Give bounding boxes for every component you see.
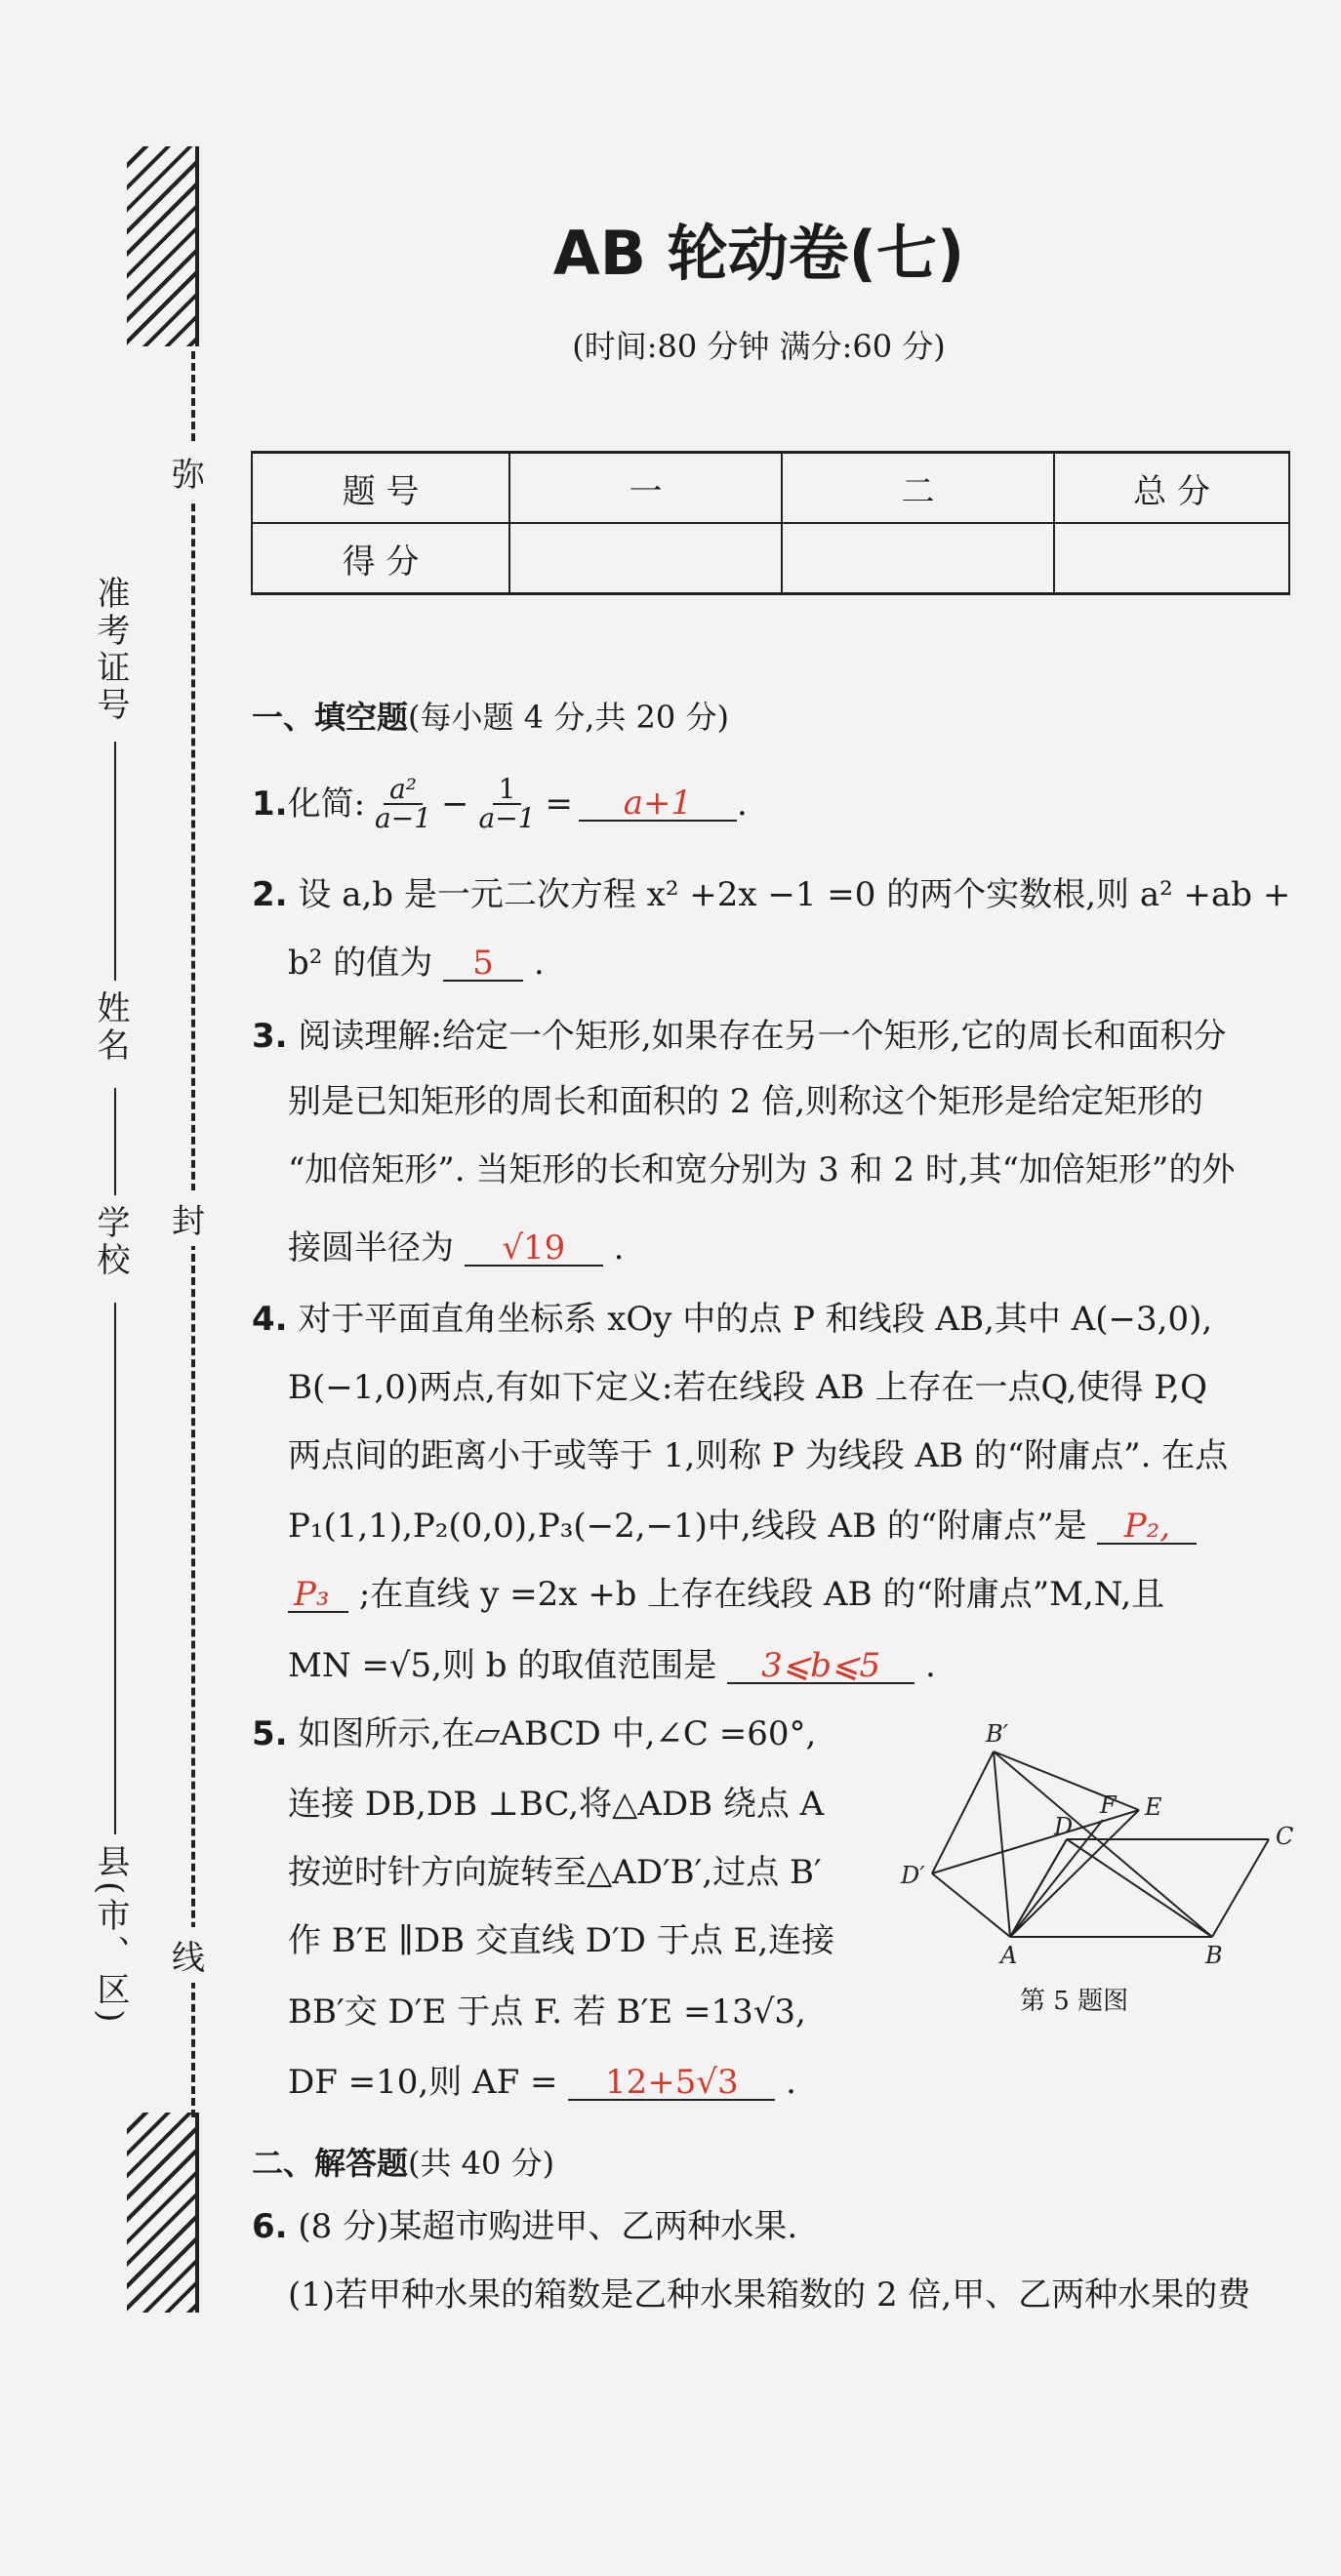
- question-4-line-5: [288, 1575, 1165, 1614]
- seal-char-mi: 弥: [172, 444, 205, 500]
- question-text: DF =10,则 AF =: [288, 2063, 558, 2102]
- question-4-line-3: 两点间的距离小于或等于 1,则称 P 为线段 AB 的“附庸点”. 在点: [288, 1436, 1229, 1475]
- question-text: 接圆半径为: [288, 1228, 454, 1268]
- question-4-line-4: [288, 1509, 1197, 1545]
- section-1-heading: [252, 693, 729, 738]
- period: .: [533, 944, 545, 983]
- answer-blank[interactable]: a+1: [579, 786, 737, 822]
- figure-label: A: [1000, 1942, 1018, 1969]
- score-table: [251, 451, 1290, 595]
- period: .: [924, 1646, 936, 1685]
- answer-blank[interactable]: P₂,: [1097, 1509, 1197, 1545]
- question-number: 2.: [252, 875, 288, 914]
- question-text: 阅读理解:给定一个矩形,如果存在另一个矩形,它的周长和面积分: [298, 1017, 1227, 1056]
- binding-hatch-bottom-frame: [127, 2113, 199, 2313]
- question-number: 6.: [252, 2207, 288, 2246]
- fraction-denominator: a−1: [375, 802, 432, 834]
- period: .: [736, 785, 748, 824]
- question-text: ;在直线 y =2x +b 上存在线段 AB 的“附庸点”M,N,且: [358, 1575, 1165, 1614]
- question-text: 如图所示,在▱ABCD 中,∠C =60°,: [298, 1714, 817, 1753]
- question-text: P₁(1,1),P₂(0,0),P₃(−2,−1)中,线段 AB 的“附庸点”是: [288, 1507, 1087, 1546]
- label-name: 姓名: [91, 990, 130, 1065]
- label-exam-id: 准考证号: [91, 576, 130, 724]
- figure-label: B: [1205, 1942, 1223, 1969]
- score-input-cell[interactable]: [1054, 523, 1289, 594]
- question-3-line-4: [288, 1228, 625, 1268]
- question-4-line-2: B(−1,0)两点,有如下定义:若在线段 AB 上存在一点Q,使得 P,Q: [288, 1368, 1207, 1407]
- fraction-1: [369, 773, 437, 834]
- answer-blank[interactable]: 5: [443, 946, 523, 982]
- figure-label: B′: [986, 1720, 1009, 1748]
- answer-blank[interactable]: √19: [465, 1231, 603, 1267]
- score-cell: 得 分: [252, 523, 509, 594]
- question-4-line-6: [288, 1646, 936, 1685]
- question-text: (8 分)某超市购进甲、乙两种水果.: [298, 2207, 798, 2246]
- question-number: 3.: [252, 1017, 288, 1056]
- line-name: [114, 1088, 116, 1195]
- question-5-line-3: 按逆时针方向旋转至△AD′B′,过点 B′: [288, 1853, 822, 1892]
- question-6: [252, 2207, 798, 2246]
- geometry-figure: [893, 1708, 1303, 1971]
- question-number: 4.: [252, 1300, 288, 1339]
- question-2: [252, 875, 1291, 914]
- fraction-numerator: 1: [493, 776, 522, 805]
- question-4: [252, 1300, 1213, 1339]
- period: .: [613, 1228, 625, 1268]
- question-2-line-2: [288, 946, 545, 982]
- label-school: 学校: [91, 1205, 130, 1279]
- score-cell: 二: [782, 453, 1054, 524]
- seal-char-xian: 线: [172, 1927, 205, 1983]
- question-6-line-2: (1)若甲种水果的箱数是乙种水果箱数的 2 倍,甲、乙两种水果的费: [288, 2275, 1251, 2314]
- section-1-title: 一、填空题: [252, 699, 409, 736]
- fraction-2: [473, 773, 542, 834]
- score-cell: 一: [509, 453, 782, 524]
- question-number: 5.: [252, 1714, 288, 1753]
- section-2-note: (共 40 分): [408, 2145, 555, 2182]
- score-table-header-row: [252, 453, 1289, 524]
- question-3: [252, 1017, 1227, 1056]
- question-5-line-6: [288, 2063, 796, 2102]
- score-cell: 总 分: [1054, 453, 1289, 524]
- question-text: b² 的值为: [288, 944, 433, 983]
- figure-label: D′: [901, 1862, 925, 1889]
- question-5: [252, 1714, 817, 1753]
- question-5-line-5: BB′交 D′E 于点 F. 若 B′E =13√3,: [288, 1992, 806, 2032]
- equals-sign: =: [545, 785, 573, 824]
- section-2-heading: [252, 2139, 554, 2184]
- line-school: [114, 1303, 116, 1834]
- page-subtitle: (时间:80 分钟 满分:60 分): [572, 328, 946, 365]
- seal-char-feng: 封: [172, 1190, 205, 1246]
- score-input-cell[interactable]: [509, 523, 782, 594]
- figure-caption: 第 5 题图: [1020, 1987, 1129, 2016]
- question-number: 1.: [252, 785, 288, 824]
- question-1: [252, 773, 748, 834]
- line-exam-id: [114, 742, 116, 981]
- answer-blank[interactable]: 12+5√3: [568, 2066, 775, 2101]
- question-text: 对于平面直角坐标系 xOy 中的点 P 和线段 AB,其中 A(−3,0),: [298, 1300, 1213, 1339]
- question-3-line-3: “加倍矩形”. 当矩形的长和宽分别为 3 和 2 时,其“加倍矩形”的外: [288, 1150, 1236, 1189]
- question-text: 化简:: [287, 785, 366, 824]
- figure-label: D: [1054, 1813, 1074, 1840]
- score-table-score-row: [252, 523, 1289, 594]
- question-text: 设 a,b 是一元二次方程 x² +2x −1 =0 的两个实数根,则 a² +ab +: [298, 875, 1291, 914]
- question-5-line-2: 连接 DB,DB ⊥BC,将△ADB 绕点 A: [288, 1785, 825, 1824]
- answer-blank[interactable]: P₃: [288, 1578, 348, 1613]
- question-3-line-2: 别是已知矩形的周长和面积的 2 倍,则称这个矩形是给定矩形的: [288, 1082, 1204, 1121]
- label-county: 县(市、区): [91, 1844, 130, 2027]
- score-input-cell[interactable]: [782, 523, 1054, 594]
- minus-sign: −: [441, 785, 469, 824]
- score-cell: 题 号: [252, 453, 509, 524]
- question-text: MN =√5,则 b 的取值范围是: [288, 1646, 717, 1685]
- figure-label: C: [1276, 1823, 1294, 1850]
- period: .: [786, 2063, 796, 2102]
- fraction-numerator: a²: [384, 776, 423, 805]
- section-2-title: 二、解答题: [252, 2145, 409, 2182]
- answer-blank[interactable]: 3⩽b⩽5: [727, 1649, 914, 1684]
- section-1-note: (每小题 4 分,共 20 分): [408, 699, 729, 736]
- figure-label: E: [1145, 1793, 1162, 1821]
- fraction-denominator: a−1: [478, 802, 536, 834]
- question-5-line-4: 作 B′E ∥DB 交直线 D′D 于点 E,连接: [288, 1921, 835, 1960]
- figure-label: F: [1100, 1791, 1117, 1819]
- page-title: AB 轮动卷(七): [552, 218, 965, 289]
